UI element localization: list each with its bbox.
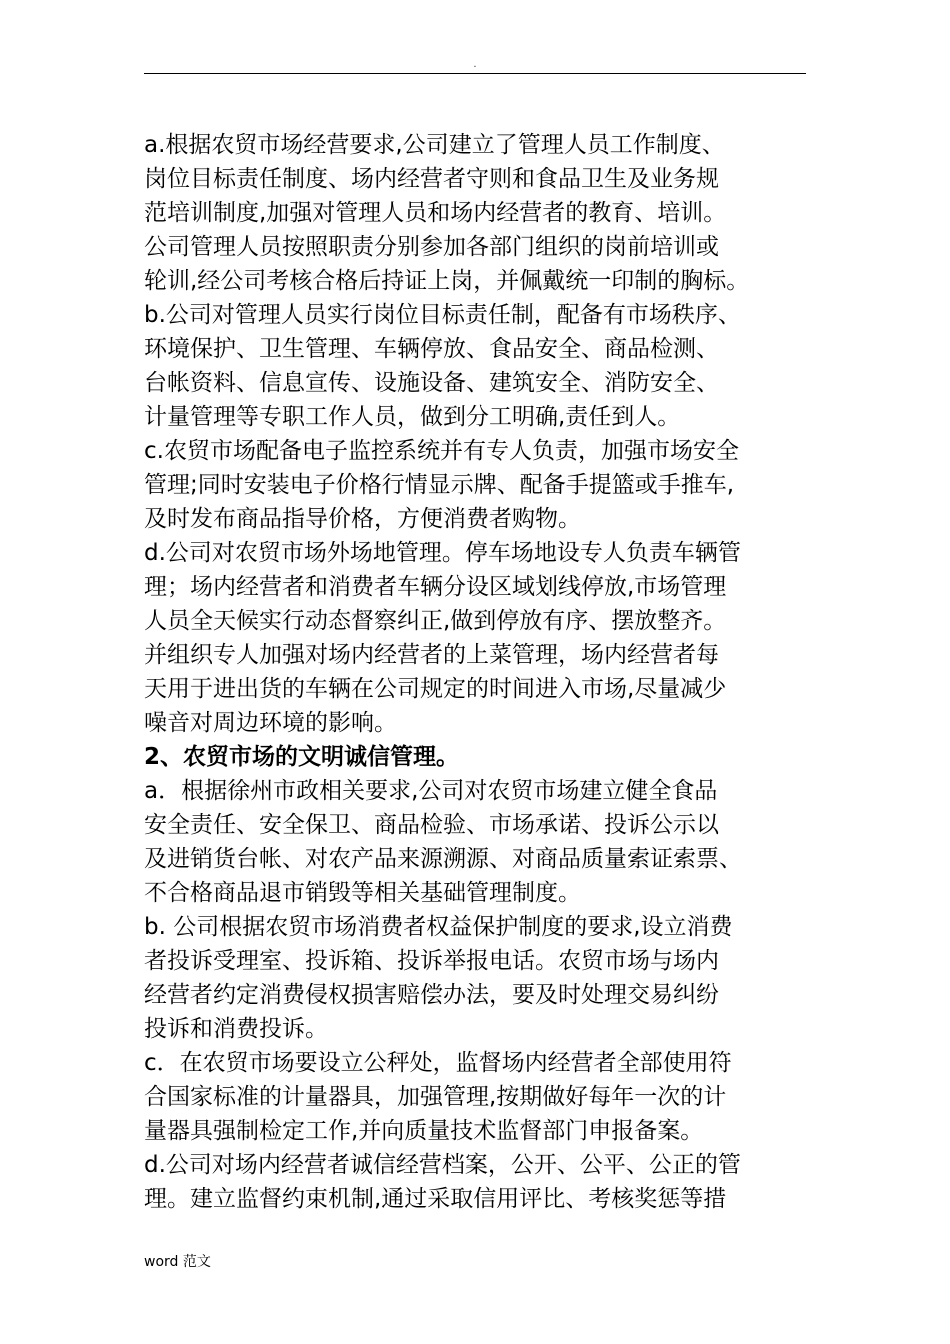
footer-label: word 范文 — [144, 1254, 211, 1270]
text-line: 安全责任、安全保卫、商品检验、市场承诺、投诉公示以 — [144, 812, 719, 838]
header-mark: . — [473, 59, 477, 70]
text-line: 者投诉受理室、投诉箱、投诉举报电话。农贸市场与场内 — [144, 948, 719, 974]
text-line: 并组织专人加强对场内经营者的上菜管理，场内经营者每 — [144, 642, 719, 668]
text-line: 台帐资料、信息宣传、设施设备、建筑安全、消防安全、 — [144, 370, 719, 396]
text-line: 理。建立监督约束机制,通过采取信用评比、考核奖惩等措 — [144, 1186, 727, 1212]
text-line: 经营者约定消费侵权损害赔偿办法，要及时处理交易纠纷 — [144, 982, 719, 1008]
section-heading: 2、农贸市场的文明诚信管理。 — [144, 744, 460, 770]
text-line: 及进销货台帐、对农产品来源溯源、对商品质量索证索票、 — [144, 846, 742, 872]
text-line: 岗位目标责任制度、场内经营者守则和食品卫生及业务规 — [144, 166, 719, 192]
text-line: c．在农贸市场要设立公秤处，监督场内经营者全部使用符 — [144, 1050, 732, 1076]
text-line: a.根据农贸市场经营要求,公司建立了管理人员工作制度、 — [144, 132, 725, 158]
text-line: b.公司对管理人员实行岗位目标责任制，配备有市场秩序、 — [144, 302, 741, 328]
text-line: c.农贸市场配备电子监控系统并有专人负责，加强市场安全 — [144, 438, 739, 464]
text-line: 轮训,经公司考核合格后持证上岗，并佩戴统一印制的胸标。 — [144, 268, 750, 294]
text-line: 投诉和消费投诉。 — [144, 1016, 328, 1042]
text-line: b. 公司根据农贸市场消费者权益保护制度的要求,设立消费 — [144, 914, 733, 940]
text-line: 不合格商品退市销毁等相关基础管理制度。 — [144, 880, 581, 906]
text-line: 环境保护、卫生管理、车辆停放、食品安全、商品检测、 — [144, 336, 719, 362]
text-line: 范培训制度,加强对管理人员和场内经营者的教育、培训。 — [144, 200, 727, 226]
text-line: 噪音对周边环境的影响。 — [144, 710, 397, 736]
text-line: 理；场内经营者和消费者车辆分设区域划线停放,市场管理 — [144, 574, 727, 600]
text-line: 合国家标准的计量器具，加强管理,按期做好每年一次的计 — [144, 1084, 727, 1110]
text-line: a．根据徐州市政相关要求,公司对农贸市场建立健全食品 — [144, 778, 718, 804]
text-line: 量器具强制检定工作,并向质量技术监督部门申报备案。 — [144, 1118, 704, 1144]
document-body — [144, 128, 812, 1216]
text-line: d.公司对农贸市场外场地管理。停车场地设专人负责车辆管 — [144, 540, 741, 566]
text-line: 公司管理人员按照职责分别参加各部门组织的岗前培训或 — [144, 234, 719, 260]
text-line: 管理;同时安装电子价格行情显示牌、配备手提篮或手推车, — [144, 472, 735, 498]
text-line: 及时发布商品指导价格，方便消费者购物。 — [144, 506, 581, 532]
header-rule — [144, 73, 806, 74]
text-line: d.公司对场内经营者诚信经营档案，公开、公平、公正的管 — [144, 1152, 741, 1178]
text-line: 计量管理等专职工作人员，做到分工明确,责任到人。 — [144, 404, 681, 430]
text-line: 天用于进出货的车辆在公司规定的时间进入市场,尽量减少 — [144, 676, 727, 702]
text-line: 人员全天候实行动态督察纠正,做到停放有序、摆放整齐。 — [144, 608, 727, 634]
